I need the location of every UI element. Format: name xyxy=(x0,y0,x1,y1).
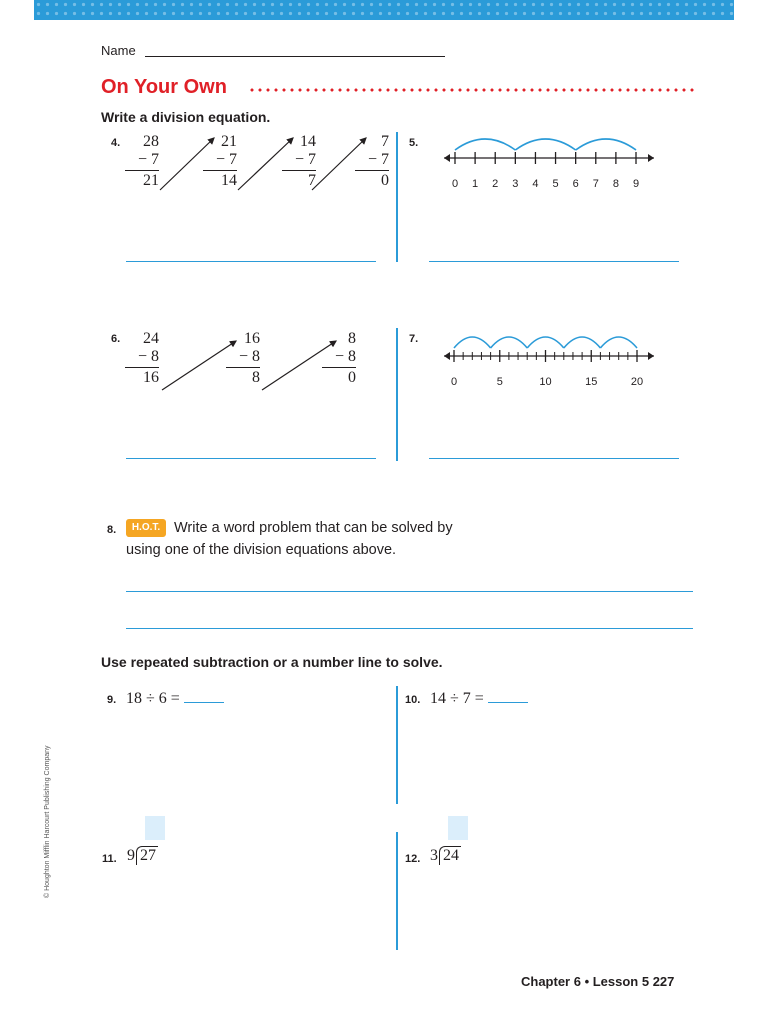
stack-top: 21 xyxy=(221,133,237,150)
p6-stack-3 xyxy=(322,330,356,387)
long-division-11 xyxy=(127,846,158,865)
arrow-right-icon xyxy=(648,352,654,360)
stack-result: 16 xyxy=(143,369,159,386)
expression-text: 18 ÷ 6 = xyxy=(126,690,180,707)
tick-label: 20 xyxy=(630,376,644,388)
jump-arc xyxy=(515,139,575,150)
name-label: Name xyxy=(101,43,136,58)
stack-top: 28 xyxy=(143,133,159,150)
problem-12-number: 12. xyxy=(405,853,421,865)
answer-line-6[interactable] xyxy=(126,458,376,459)
divisor: 9 xyxy=(127,847,135,864)
number-line-5 xyxy=(440,130,662,192)
divider-11-12 xyxy=(396,832,398,950)
stack-result: 0 xyxy=(348,369,356,386)
section-title: On Your Own xyxy=(101,76,227,98)
dividend: 27 xyxy=(136,846,158,865)
jump-arc xyxy=(454,337,491,348)
stack-sub: − 7 xyxy=(137,151,159,168)
tick-label: 4 xyxy=(532,178,539,190)
tick-label: 0 xyxy=(450,376,458,388)
problem-6-number: 6. xyxy=(111,333,121,345)
stack-sub: − 7 xyxy=(367,151,389,168)
problem-9-expression xyxy=(126,688,224,708)
stack-result: 7 xyxy=(308,172,316,189)
jump-arc xyxy=(564,337,601,348)
stack-sub: − 7 xyxy=(294,151,316,168)
arrow-left-icon xyxy=(444,154,450,162)
problem-8-number: 8. xyxy=(107,524,117,536)
problem-5-number: 5. xyxy=(409,137,419,149)
problem-8-line2: using one of the division equations above. xyxy=(126,542,397,558)
dividend: 24 xyxy=(439,846,461,865)
long-division-12 xyxy=(430,846,461,865)
divider-4-5 xyxy=(396,132,398,262)
stack-top: 14 xyxy=(300,133,316,150)
jump-arc xyxy=(527,337,564,348)
jump-arc xyxy=(600,337,637,348)
answer-line-5[interactable] xyxy=(429,261,679,262)
answer-box-11[interactable] xyxy=(145,816,165,840)
number-line-7 xyxy=(440,326,662,390)
stack-result: 21 xyxy=(143,172,159,189)
tick-label: 8 xyxy=(612,178,619,190)
tick-label: 0 xyxy=(451,178,459,190)
problem-4-number: 4. xyxy=(111,137,121,149)
problem-11-number: 11. xyxy=(102,853,117,865)
answer-line-8b[interactable] xyxy=(126,628,693,629)
jump-arc xyxy=(455,139,515,150)
stack-top: 24 xyxy=(143,330,159,347)
answer-blank-10[interactable] xyxy=(488,688,528,703)
stack-result: 0 xyxy=(381,172,389,189)
problem-7-number: 7. xyxy=(409,333,419,345)
stack-sub: − 8 xyxy=(334,348,356,365)
divider-9-10 xyxy=(396,686,398,804)
tick-label: 3 xyxy=(512,178,519,190)
instruction-write-equation: Write a division equation. xyxy=(101,109,271,125)
hot-badge: H.O.T. xyxy=(126,519,166,537)
stack-sub: − 8 xyxy=(238,348,260,365)
copyright-notice: © Houghton Mifflin Harcourt Publishing Company xyxy=(44,745,51,898)
expression-text: 14 ÷ 7 = xyxy=(430,690,484,707)
arrow-left-icon xyxy=(444,352,450,360)
stack-top: 8 xyxy=(348,330,356,347)
problem-10-number: 10. xyxy=(405,694,421,706)
problem-8-line1: Write a word problem that can be solved by xyxy=(174,520,453,536)
tick-label: 2 xyxy=(492,178,499,190)
tick-label: 5 xyxy=(552,178,559,190)
stack-result: 8 xyxy=(252,369,260,386)
divider-6-7 xyxy=(396,328,398,461)
answer-line-8a[interactable] xyxy=(126,591,693,592)
jump-arc xyxy=(491,337,528,348)
jump-arc xyxy=(576,139,636,150)
tick-label: 5 xyxy=(496,376,503,388)
tick-label: 15 xyxy=(585,376,598,388)
instruction-repeated-subtraction: Use repeated subtraction or a number line to solve. xyxy=(101,654,443,670)
tick-label: 9 xyxy=(632,178,640,190)
answer-line-4[interactable] xyxy=(126,261,376,262)
stack-result: 14 xyxy=(221,172,237,189)
page-footer: Chapter 6 • Lesson 5 227 xyxy=(521,974,675,989)
answer-line-7[interactable] xyxy=(429,458,679,459)
p6-stack-1 xyxy=(125,330,159,387)
arrow-right-icon xyxy=(648,154,654,162)
answer-box-12[interactable] xyxy=(448,816,468,840)
stack-sub: − 7 xyxy=(215,151,237,168)
problem-10-expression xyxy=(430,688,528,708)
problem-9-number: 9. xyxy=(107,694,117,706)
tick-label: 1 xyxy=(472,178,479,190)
answer-blank-9[interactable] xyxy=(184,688,224,703)
p6-stack-2 xyxy=(226,330,260,387)
tick-label: 6 xyxy=(572,178,579,190)
stack-sub: − 8 xyxy=(137,348,159,365)
stack-top: 16 xyxy=(244,330,260,347)
divisor: 3 xyxy=(430,847,438,864)
tick-label: 10 xyxy=(539,376,552,388)
tick-label: 7 xyxy=(592,178,599,190)
stack-top: 7 xyxy=(381,133,389,150)
